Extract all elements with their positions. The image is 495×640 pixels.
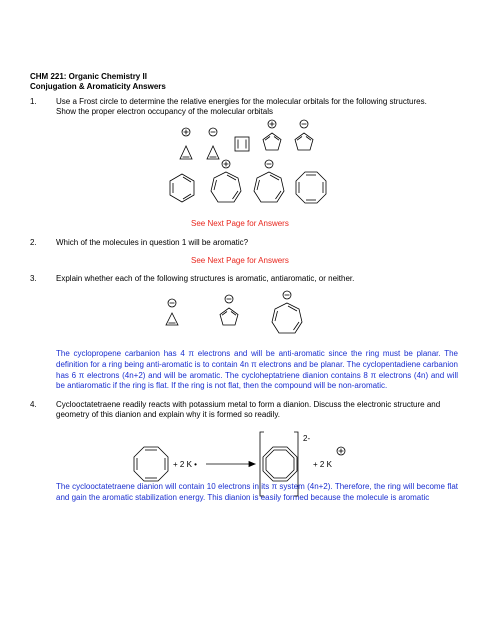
q2-text: Which of the molecules in question 1 will be aromatic? (56, 238, 249, 247)
course-title: CHM 221: Organic Chemistry II (30, 72, 147, 81)
cycloheptatriene-dianion (272, 291, 302, 333)
q2-number: 2. (30, 238, 37, 247)
q4-text-line1: Cyclooctatetraene readily reacts with potassium metal to form a dianion. Discuss the electronic structure and (56, 400, 441, 409)
q4-answer: The cyclooctatetraene dianion will contain 10 electrons in its π system (4n+2). Therefore, the ring will become flat and gain the aromatic stabilization energy. This dianion is easily formed because the molecule is aromatic (56, 482, 458, 502)
q3-answer: The cyclopropene carbanion has 4 π electrons and will be anti-aromatic since the ring must be planar. The definition for a ring being anti-aromatic is to contain 4n π electrons and be planar. The cyclopentadiene carbanion has 6 π electrons (4n+2) and will be aromatic. The cycloheptatriene dianion contains 8 π electrons (4n) and will be antiaromatic if the ring is flat. If the ring is not flat, then the compound will be non-aromatic. (56, 349, 458, 391)
cyclobutadiene (235, 137, 249, 151)
cycloheptatrienyl-cation (211, 160, 241, 202)
cyclopropenyl-anion (207, 128, 219, 159)
q1-number: 1. (30, 97, 37, 106)
cyclooctatetraene (296, 172, 326, 203)
cyclopropene-carbanion (166, 299, 178, 325)
q1-text-line2: Show the proper electron occupancy of the molecular orbitals (56, 107, 274, 116)
cyclopropenyl-cation (180, 128, 192, 159)
cot-dianion-product (260, 432, 298, 496)
q4-text-line2: geometry of this dianion and explain why it is formed so readily. (56, 410, 280, 419)
potassium-cation-plus-icon (337, 447, 345, 455)
cot-reactant (134, 447, 168, 481)
reaction-reagent: + 2 K • (173, 460, 197, 469)
reaction-product: + 2 K (313, 460, 332, 469)
q1-text-line1: Use a Frost circle to determine the relative energies for the molecular orbitals for the following structures. (56, 97, 427, 106)
q4-number: 4. (30, 400, 37, 409)
dianion-charge: 2- (303, 434, 311, 443)
q3-number: 3. (30, 274, 37, 283)
q3-text: Explain whether each of the following structures is aromatic, antiaromatic, or neither. (56, 274, 355, 283)
cyclopentadienyl-cation (263, 120, 281, 150)
q2-note: See Next Page for Answers (191, 256, 289, 265)
cyclopentadiene-carbanion (220, 295, 238, 325)
q1-note: See Next Page for Answers (191, 219, 289, 228)
cyclopentadienyl-anion (295, 120, 313, 150)
cycloheptatrienyl-anion (254, 160, 284, 202)
document-subtitle: Conjugation & Aromaticity Answers (30, 82, 166, 91)
benzene (170, 174, 194, 202)
reaction-arrow (206, 462, 255, 467)
